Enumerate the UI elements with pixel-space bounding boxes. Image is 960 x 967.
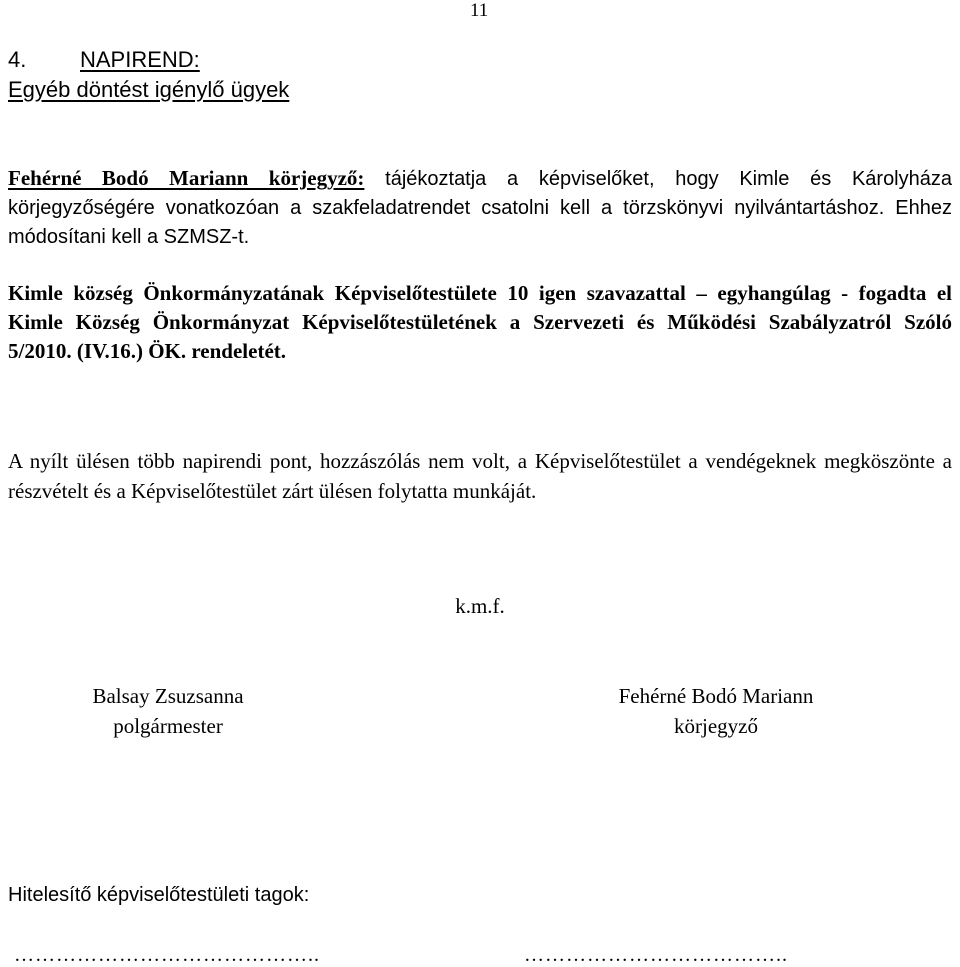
signature-line-left: ……………………………………..	[14, 944, 320, 966]
authenticators-label: Hitelesítő képviselőtestületi tagok:	[8, 884, 310, 906]
agenda-number-line	[8, 45, 289, 75]
agenda-label: NAPIREND:	[80, 47, 200, 72]
signatory-role: körjegyző	[674, 714, 758, 738]
signatory-name: Balsay Zsuzsanna	[92, 684, 244, 708]
agenda-heading	[8, 45, 289, 105]
speaker-name: Fehérné Bodó Mariann körjegyző:	[8, 166, 365, 190]
agenda-number: 4.	[8, 47, 27, 72]
signatory-name: Fehérné Bodó Mariann	[618, 684, 814, 708]
signature-line-right: ………………………………..	[524, 944, 788, 966]
signatory-mayor	[18, 681, 318, 741]
kmf-note: k.m.f.	[455, 594, 505, 618]
signatory-notary	[566, 681, 866, 741]
speaker-paragraph	[8, 164, 952, 252]
speaker-statement: tájékoztatja a képviselőket, hogy Kimle és Károlyháza körjegyzőségére vonatkozóan a szakfeladatrendet csatolni kell a törzskönyvi nyilvántartáshoz. Ehhez módosítani kell a SZMSZ-t.	[8, 168, 952, 248]
closing-paragraph: A nyílt ülésen több napirendi pont, hozzászólás nem volt, a Képviselőtestület a vendégeknek megköszönte a részvételt és a Képviselőtestület zárt ülésen folytatta munkáját.	[8, 449, 952, 503]
page-number: 11	[470, 0, 489, 21]
agenda-title: Egyéb döntést igénylő ügyek	[8, 77, 290, 102]
signatory-role: polgármester	[113, 714, 223, 738]
resolution-paragraph: Kimle község Önkormányzatának Képviselőtestülete 10 igen szavazattal – egyhangúlag - fogadta el Kimle Község Önkormányzat Képviselőtestületének a Szervezeti és Működési Szabályzatról Szóló 5/2010. (IV.16.) ÖK. rendeletét.	[8, 281, 952, 363]
